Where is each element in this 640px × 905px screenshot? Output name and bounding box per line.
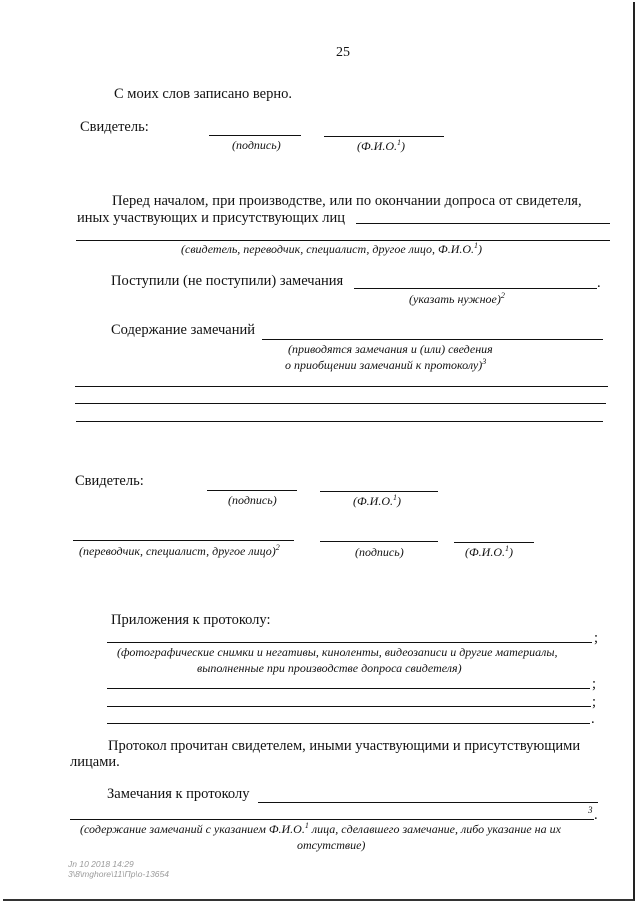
fio-caption-2: (Ф.И.О.$^1$) bbox=[353, 493, 401, 508]
page-number: 25 bbox=[336, 45, 350, 60]
signature-caption-2: (подпись) bbox=[228, 493, 277, 507]
fio-caption: (Ф.И.О.$^1$) bbox=[357, 138, 405, 153]
attachments-caption-line2: выполненные при производстве допроса свидетеля) bbox=[197, 661, 462, 675]
persons-caption: (свидетель, переводчик, специалист, другое лицо, Ф.И.О.$^1$) bbox=[181, 241, 483, 256]
remarks-content-line-4[interactable] bbox=[76, 421, 603, 422]
remarks-received-text: Поступили (не поступили) замечания bbox=[111, 273, 344, 289]
attachments-semicolon-3: ; bbox=[592, 694, 597, 710]
attachments-caption-line1: (фотографические снимки и негативы, киноленты, видеозаписи и другие материалы, bbox=[117, 645, 558, 659]
witness-label: Свидетель: bbox=[80, 119, 149, 135]
witness-label-2: Свидетель: bbox=[75, 473, 144, 489]
remarks-received-line[interactable] bbox=[354, 288, 597, 289]
interpreter-line[interactable] bbox=[73, 540, 294, 541]
remarks-content-line-1[interactable] bbox=[262, 339, 603, 340]
final-caption-line2: отсутствие) bbox=[297, 838, 366, 852]
attachments-period: . bbox=[591, 711, 595, 727]
remarks-to-protocol-line-1[interactable] bbox=[258, 802, 598, 803]
remarks-to-protocol-label: Замечания к протоколу bbox=[107, 786, 250, 802]
remarks-received-period: . bbox=[597, 275, 601, 291]
interpreter-signature-caption: (подпись) bbox=[355, 545, 404, 559]
attachments-line-2[interactable] bbox=[107, 688, 590, 689]
remarks-to-protocol-line-2[interactable] bbox=[70, 819, 594, 820]
interpreter-fio-caption: (Ф.И.О.$^1$) bbox=[465, 544, 513, 559]
remarks-to-protocol-period: . bbox=[594, 807, 598, 823]
remarks-to-protocol-note: 3 bbox=[588, 805, 593, 815]
specify-needed-caption: (указать нужное)$^2$ bbox=[409, 291, 505, 306]
recorded-correctly-text: С моих слов записано верно. bbox=[114, 86, 293, 102]
remarks-caption-line1: (приводятся замечания и (или) сведения bbox=[288, 342, 493, 356]
fio-line-2[interactable] bbox=[320, 491, 438, 492]
signature-line-2[interactable] bbox=[207, 490, 297, 491]
signature-caption: (подпись) bbox=[232, 138, 281, 152]
attachments-semicolon-1: ; bbox=[594, 630, 599, 646]
print-stamp-line1: Jn 10 2018 14:29 bbox=[68, 859, 134, 869]
print-stamp-line2: 3\8\mghore\11\Пр\о-13654 bbox=[68, 869, 169, 879]
fio-line[interactable] bbox=[324, 136, 444, 137]
final-caption-line1: (содержание замечаний с указанием Ф.И.О.$^1$ лица, сделавшего замечание, либо указание на их bbox=[80, 821, 561, 836]
attachments-line-3[interactable] bbox=[107, 706, 591, 707]
attachments-line-4[interactable] bbox=[107, 723, 590, 724]
interpreter-caption: (переводчик, специалист, другое лицо)$^2$ bbox=[79, 543, 280, 558]
remarks-caption-line2: о приобщении замечаний к протоколу)$^3$ bbox=[285, 357, 487, 372]
remarks-content-label: Содержание замечаний bbox=[111, 322, 256, 338]
before-start-text-line2: иных участвующих и присутствующих лиц bbox=[77, 210, 346, 226]
remarks-content-line-2[interactable] bbox=[75, 386, 608, 387]
before-start-text-line1: Перед началом, при производстве, или по окончании допроса от свидетеля, bbox=[112, 193, 582, 209]
protocol-read-line2: лицами. bbox=[70, 754, 120, 770]
attachments-semicolon-2: ; bbox=[592, 676, 597, 692]
participants-line-2[interactable] bbox=[76, 240, 610, 241]
remarks-content-line-3[interactable] bbox=[75, 403, 606, 404]
interpreter-fio-line[interactable] bbox=[454, 542, 534, 543]
signature-line[interactable] bbox=[209, 135, 301, 136]
attachments-label: Приложения к протоколу: bbox=[111, 612, 271, 628]
attachments-line-1[interactable] bbox=[107, 642, 592, 643]
participants-line-1[interactable] bbox=[356, 223, 610, 224]
protocol-read-line1: Протокол прочитан свидетелем, иными участвующими и присутствующими bbox=[108, 738, 581, 754]
interpreter-signature-line[interactable] bbox=[320, 541, 438, 542]
